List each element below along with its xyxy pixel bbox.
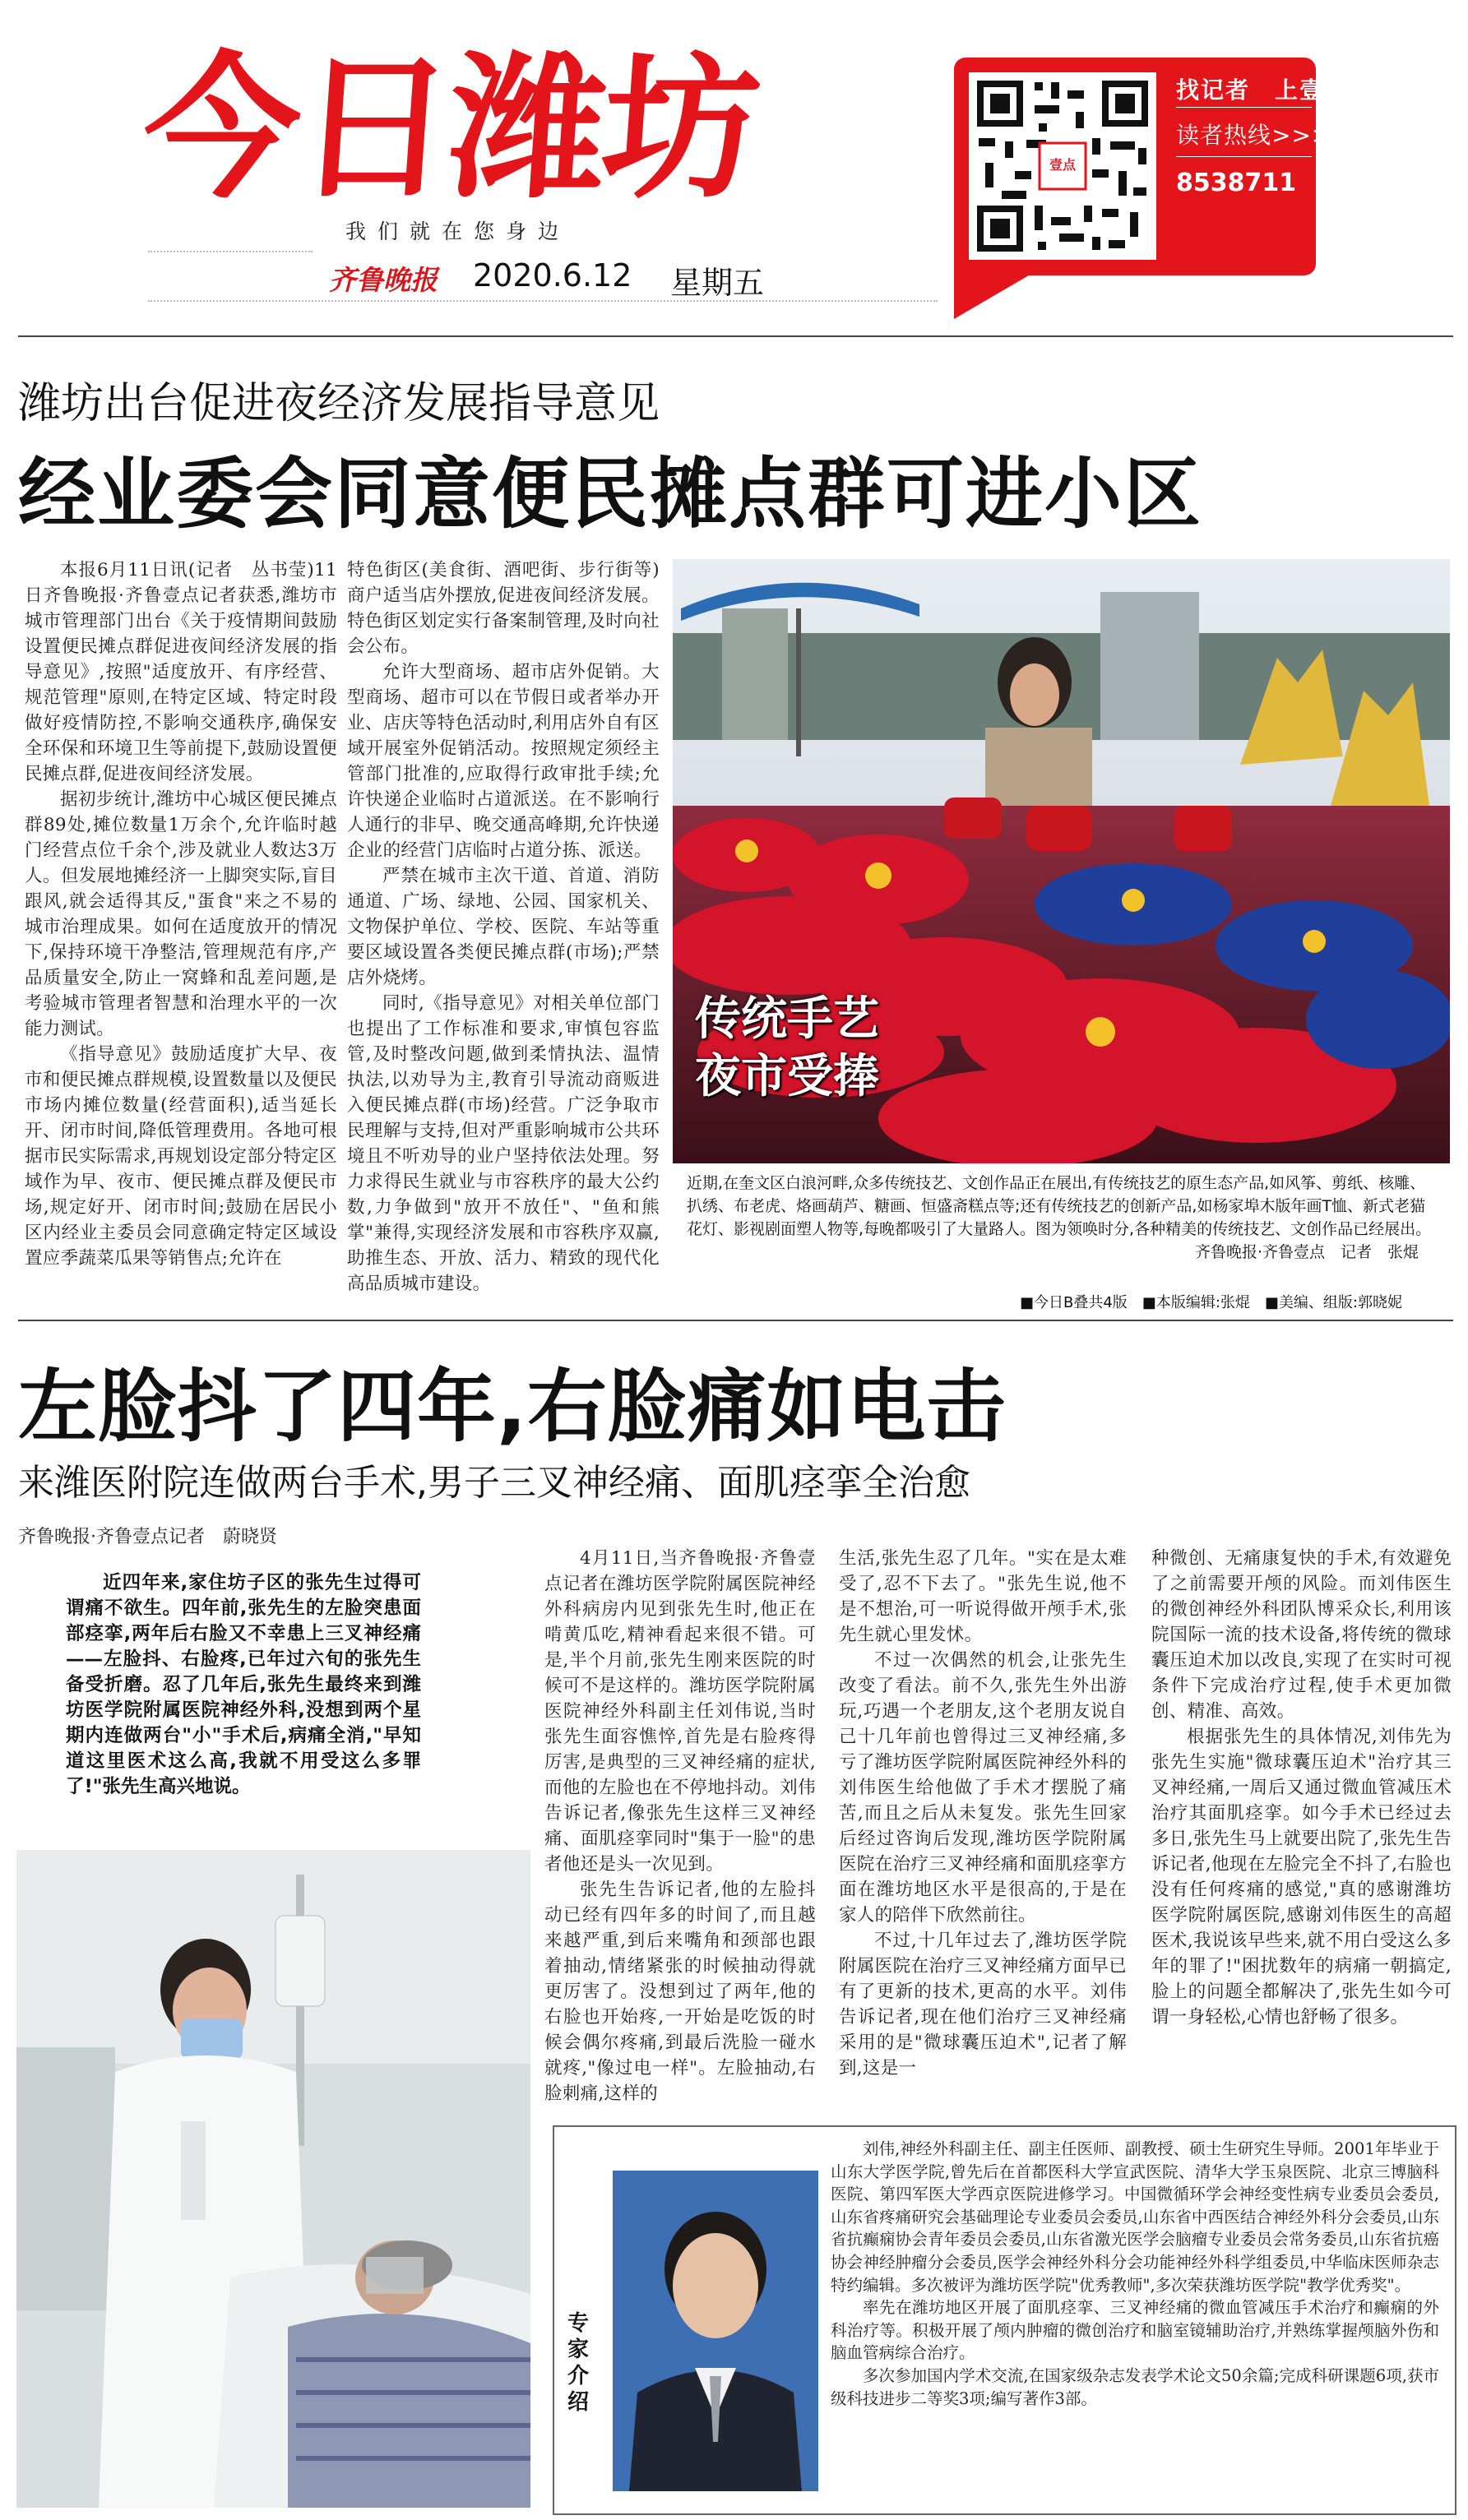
paragraph: 《指导意见》鼓励适度扩大早、夜市和便民摊点群规模,设置数量以及便民市场内摊位数量(经营面积),适当延长开、闭市时间,降低管理费用。各地可根据市民实际需求,再规划设定部分特定区域作为早、夜市、便民摊点群及便民市场,规定好开、闭市时间;鼓励在居民小区内经业主委员会同意确定特定区域设置应季蔬菜瓜果等销售点;允许在 [25, 1044, 337, 1269]
expert-portrait-image [613, 2171, 818, 2491]
hotline-number: 8538711 [1176, 169, 1297, 197]
expert-label: 专家介绍 [567, 2311, 590, 2415]
story2-lead [66, 1570, 421, 1800]
hotline-title: 找记者 上壹点 [1176, 76, 1350, 104]
photo-title [695, 991, 879, 1106]
story1-kicker: 潍坊出台促进夜经济发展指导意见 [18, 379, 660, 428]
paragraph: 不过,十几年过去了,潍坊医学院附属医院在治疗三叉神经痛方面早已有了更新的技术,更高的水平。刘伟告诉记者,现在他们治疗三叉神经痛采用的是"微球囊压迫术",记者了解到,这是一 [839, 1930, 1127, 2078]
qr-badge: 壹点 [1049, 157, 1076, 173]
hospital-photo [16, 1850, 530, 2508]
story1-column-1 [25, 557, 337, 1326]
paragraph: 特色街区(美食街、酒吧街、步行街等)商户适当店外摆放,促进夜间经济发展。特色街区划定实行备案制管理,及时向社会公布。 [347, 560, 660, 657]
paragraph: 本报6月11日讯(记者 丛书莹)11日齐鲁晚报·齐鲁壹点记者获悉,潍坊市城市管理部门出台《关于疫情期间鼓励设置便民摊点群促进夜间经济发展的指导意见》,按照"适度放开、有序经营、规范管理"原则,在特定区域、特定时段做好疫情防控,不影响交通秩序,确保安全环保和环境卫生等前提下,鼓励设置便民摊点群,促进夜间经济发展。 [25, 560, 337, 784]
caption-credit: 齐鲁晚报·齐鲁壹点 记者 张焜 [1194, 1243, 1419, 1261]
masthead-title: 今日潍坊 [137, 38, 762, 220]
paragraph: 据初步统计,潍坊中心城区便民摊点群89处,摊位数量1万余个,允许临时越门经营点位千余个,涉及就业人数达3万人。但发展地摊经济一上脚突实际,盲目跟风,就会适得其反,"蛋食"来之不易的城市治理成果。如何在适度放开的情况下,保持环境干净整洁,管理规范有序,产品质量安全,防止一窝蜂和乱差问题,是考验城市管理者智慧和治理水平的一次能力测试。 [25, 789, 337, 1039]
story1-headline: 经业委会同意便民摊点群可进小区 [18, 450, 1203, 539]
paragraph: 严禁在城市主次干道、首道、消防通道、广场、绿地、公园、国家机关、文物保护单位、学校、医院、车站等重要区域设置各类便民摊点群(市场);严禁店外烧烤。 [347, 866, 660, 988]
paragraph: 刘伟,神经外科副主任、副主任医师、副教授、硕士生研究生导师。2001年毕业于山东大学医学院,曾先后在首都医科大学宣武医院、清华大学玉泉医院、北京三博脑科医院、第四军医大学西京医院进修学习。中国微循环学会神经变性病专业委员会委员,山东省疼痛研究会基础理论专业委员会委员,山东省中西医结合神经外科分会委员,山东省抗癫痫协会青年委员会委员,山东省激光医学会脑瘤专业委员会常务委员,山东省抗癌协会神经肿瘤分会委员,医学会神经外科分会功能神经外科学组委员,中华临床医师杂志特约编辑。多次被评为潍坊医学院"优秀教师",多次荣获潍坊医学院"教学优秀奖"。 [831, 2139, 1439, 2295]
paragraph: 种微创、无痛康复快的手术,有效避免了之前需要开颅的风险。而刘伟医生的微创神经外科团队博采众长,利用该院国际一流的技术设备,将传统的微球囊压迫术加以改良,实现了在实时可视条件下完成治疗过程,使手术更加微创、精准、高效。 [1151, 1548, 1452, 1722]
caption-text: 近期,在奎文区白浪河畔,众多传统技艺、文创作品正在展出,有传统技艺的原生态产品,如风筝、剪纸、核雕、扒绣、布老虎、烙画葫芦、糖画、恒盛斋糕点等;还有传统技艺的创新产品,如杨家埠木版年画T恤、新式老猫花灯、影视剧面塑人物等,每晚都吸引了大量路人。图为领唤时分,各种精美的传统技艺、文创作品已经展出。 [687, 1174, 1432, 1238]
paragraph: 4月11日,当齐鲁晚报·齐鲁壹点记者在潍坊医学院附属医院神经外科病房内见到张先生时,他正在啃黄瓜吃,精神看起来很不错。可是,半个月前,张先生刚来医院的时候可不是这样的。潍坊医学院附属医院神经外科副主任刘伟说,当时张先生面容憔悴,首先是右脸疼得厉害,是典型的三叉神经痛的症状,而他的左脸也在不停地抖动。刘伟告诉记者,像张先生这样三叉神经痛、面肌痉挛同时"集于一脸"的患者他还是头一次见到。 [544, 1548, 816, 1875]
story2-kicker: 来潍医附院连做两台手术,男子三叉神经痛、面肌痉挛全治愈 [18, 1462, 970, 1504]
hotline-label: 读者热线>>> [1176, 122, 1332, 149]
story2-column-2 [839, 1546, 1127, 2113]
story2-byline: 齐鲁晚报·齐鲁壹点记者 蔚晓贤 [18, 1527, 277, 1547]
expert-bio [831, 2138, 1439, 2410]
paragraph: 允许大型商场、超市店外促销。大型商场、超市可以在节假日或者举办开业、店庆等特色活动时,利用店外自有区域开展室外促销活动。按照规定须经主管部门批准的,应取得行政审批手续;允许快递企业临时占道派送。在不影响行人通行的非早、晚交通高峰期,允许快递企业的经营门店临时占道分拣、派送。 [347, 662, 660, 861]
brand-logo: 齐鲁晚报 [329, 264, 438, 296]
lead-paragraph: 近四年来,家住坊子区的张先生过得可谓痛不欲生。四年前,张先生的左脸突患面部痉挛,两年后右脸又不幸患上三叉神经痛——左脸抖、右脸疼,已年过六旬的张先生备受折磨。忍了几年后,张先生最终来到潍坊医学院附属医院神经外科,没想到两个星期内连做两台"小"手术后,病痛全消,"早知道这里医术这么高,我就不用受这么多罪了!"张先生高兴地说。 [66, 1572, 421, 1797]
section-rule [18, 335, 1453, 337]
edit-credits: ■今日B叠共4版 ■本版编辑:张焜 ■美编、组版:郭晓妮 [1020, 1294, 1402, 1311]
story2-column-1 [544, 1546, 816, 2113]
paragraph: 率先在潍坊地区开展了面肌痉挛、三叉神经痛的微血管减压手术治疗和癫痫的外科治疗等。积极开展了颅内肿瘤的微创治疗和脑室镜辅助治疗,并熟练掌握颅脑外伤和脑血管病综合治疗。 [831, 2298, 1439, 2363]
story2-column-3 [1151, 1546, 1452, 2113]
story2-headline: 左脸抖了四年,右脸痛如电击 [18, 1361, 1007, 1453]
expert-portrait [613, 2171, 818, 2491]
qr-code[interactable] [969, 72, 1156, 260]
photo-title-line-1: 传统手艺 [695, 992, 879, 1046]
paragraph: 不过一次偶然的机会,让张先生改变了看法。前不久,张先生外出游玩,巧遇一个老朋友,这个老朋友说自己十几年前也曾得过三叉神经痛,多亏了潍坊医学院附属医院神经外科的刘伟医生给他做了手术才摆脱了痛苦,而且之后从未复发。张先生回家后经过咨询后发现,潍坊医学院附属医院在治疗三叉神经痛和面肌痉挛方面在潍坊地区水平是很高的,于是在家人的陪伴下欣然前往。 [839, 1650, 1127, 1926]
issue-date: 2020.6.12 [473, 257, 632, 294]
section-rule [18, 1320, 1453, 1321]
issue-weekday: 星期五 [670, 265, 765, 301]
paragraph: 生活,张先生忍了几年。"实在是太难受了,忍不下去了。"张先生说,他不是不想治,可一听说得做开颅手术,张先生就心里发怵。 [839, 1548, 1127, 1645]
hotline-divider [1176, 107, 1312, 108]
masthead-slogan: 我们就在您身边 [345, 220, 571, 243]
photo-title-line-2: 夜市受捧 [695, 1050, 879, 1103]
masthead-divider [148, 300, 938, 302]
photo-caption [687, 1172, 1435, 1264]
hospital-photo-image [16, 1850, 530, 2508]
paragraph: 同时,《指导意见》对相关单位部门也提出了工作标准和要求,审慎包容监管,及时整改问题,做到柔情执法、温情执法,以劝导为主,教育引导流动商贩进入便民摊点群(市场)经营。广泛争取市民理解与支持,但对严重影响城市公共环境且不听劝导的业户坚持依法处理。努力求得民生就业与市容秩序的最大公约数,力争做到"放开不放任"、"鱼和熊掌"兼得,实现经济发展和市容秩序双赢,助推生态、开放、活力、精致的现代化高品质城市建设。 [347, 993, 660, 1294]
masthead-divider [148, 251, 313, 252]
hotline-tail [954, 261, 1053, 319]
hotline-divider [1176, 156, 1312, 157]
paragraph: 张先生告诉记者,他的左脸抖动已经有四年多的时间了,而且越来越严重,到后来嘴角和颈部也跟着抽动,情绪紧张的时候抽动得就更厉害了。没想到过了两年,他的右脸也开始疼,一开始是吃饭的时候会偶尔疼痛,到最后洗脸一碰水就疼,"像过电一样"。左脸抽动,右脸刺痛,这样的 [544, 1880, 816, 2104]
story1-column-2 [347, 557, 660, 1326]
paragraph: 根据张先生的具体情况,刘伟先为张先生实施"微球囊压迫术"治疗其三叉神经痛,一周后又通过微血管减压术治疗其面肌痉挛。如今手术已经过去多日,张先生马上就要出院了,张先生告诉记者,他现在左脸完全不抖了,右脸也没有任何疼痛的感觉,"真的感谢潍坊医学院附属医院,感谢刘伟医生的高超医术,我说该早些来,就不用白受这么多年的罪了!"困扰数年的病痛一朝搞定,脸上的问题全都解决了,张先生如今可谓一身轻松,心情也舒畅了很多。 [1151, 1727, 1452, 2028]
paragraph: 多次参加国内学术交流,在国家级杂志发表学术论文50余篇;完成科研课题6项,获市级科技进步二等奖3项;编写著作3部。 [831, 2365, 1439, 2408]
